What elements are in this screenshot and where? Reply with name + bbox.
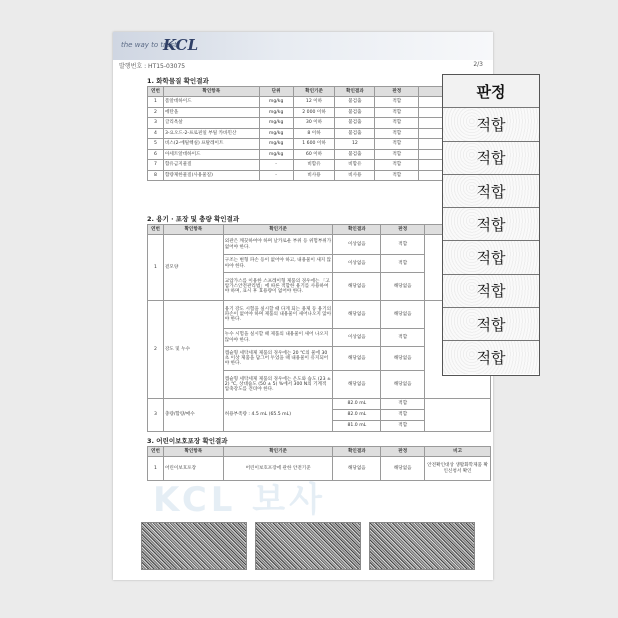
- table-cell: 7: [148, 160, 164, 171]
- table-cell: 81.0 mL: [333, 421, 381, 432]
- callout-verdict: 적합: [443, 142, 539, 175]
- table-cell: 허용부족량 : 4.5 mL (65.5 mL): [223, 399, 333, 432]
- col-header: 확인항목: [163, 87, 259, 97]
- table-cell: 해당없음: [333, 371, 381, 399]
- kcl-logo: KCL: [163, 36, 199, 54]
- table-cell: 2: [148, 301, 164, 399]
- table-cell: 1 600 이하: [293, 139, 335, 150]
- table-cell: 해당없음: [381, 457, 425, 481]
- table-cell: 폼알데하이드: [163, 97, 259, 108]
- table-cell: 어린이보호포장에 관한 안전기준: [223, 457, 333, 481]
- table-cell: [425, 399, 491, 432]
- col-header: 연번: [148, 87, 164, 97]
- callout-header: 판정: [443, 75, 539, 108]
- table-cell: 12: [335, 139, 375, 150]
- table-cell: 에탄올: [163, 107, 259, 118]
- table-cell: 불검출: [335, 118, 375, 129]
- col-header: 단위: [259, 87, 293, 97]
- table-cell: 적합: [375, 97, 419, 108]
- table-cell: 이상없음: [333, 329, 381, 347]
- table-cell: 1: [148, 235, 164, 301]
- table-cell: mg/kg: [259, 118, 293, 129]
- chemical-table: [147, 86, 491, 181]
- col-header: 확인결과: [333, 447, 381, 457]
- table-cell: 충량/함량/매수: [163, 399, 223, 432]
- table-cell: 해당없음: [333, 273, 381, 301]
- table-cell: mg/kg: [259, 97, 293, 108]
- table-cell: 1: [148, 457, 164, 481]
- table-cell: 캡슐형 세탁세제 제품의 경우에는 온도와 습도 (23 ± 2) ℃, 상대습도 (50 ± 5) %에서 300 N의 기계적 압축강도를 견뎌야 한다.: [223, 371, 333, 399]
- table-cell: 적합: [375, 170, 419, 181]
- verdict-callout: [442, 74, 540, 376]
- table-cell: 해당없음: [381, 273, 425, 301]
- table-cell: 구조는 변형 파손 등이 없어야 하고, 내용물이 새지 않아야 한다.: [223, 255, 333, 273]
- table-cell: 함량제한물질(사용물질): [163, 170, 259, 181]
- col-header: 판정: [381, 225, 425, 235]
- table-cell: 82.0 mL: [333, 410, 381, 421]
- table-cell: 적합: [375, 160, 419, 171]
- table-cell: 안전확인대상 생활화학제품 확인신청서 확인: [425, 457, 491, 481]
- table-cell: 해당없음: [333, 347, 381, 371]
- table-cell: 불검출: [335, 97, 375, 108]
- table-cell: 비사용: [335, 170, 375, 181]
- table-cell: 2 000 이하: [293, 107, 335, 118]
- table-cell: 적합: [381, 329, 425, 347]
- table-row: [148, 301, 491, 329]
- section2-title: 2. 용기 · 포장 및 충량 확인결과: [147, 215, 240, 223]
- col-header: 확인기준: [223, 447, 333, 457]
- callout-verdict: 적합: [443, 208, 539, 241]
- table-row: [148, 118, 491, 129]
- callout-verdict: 적합: [443, 175, 539, 208]
- table-cell: 8: [148, 170, 164, 181]
- security-pattern: [369, 522, 475, 570]
- table-cell: 60 이하: [293, 149, 335, 160]
- table-cell: 적합: [375, 128, 419, 139]
- table-cell: 8 이하: [293, 128, 335, 139]
- col-header: 판정: [375, 87, 419, 97]
- table-cell: 아세트알데하이드: [163, 149, 259, 160]
- table-cell: 적합: [381, 410, 425, 421]
- table-cell: -: [259, 160, 293, 171]
- table-cell: 적합: [375, 107, 419, 118]
- col-header: 판정: [381, 447, 425, 457]
- table-cell: 1: [148, 97, 164, 108]
- col-header: 연번: [148, 225, 164, 235]
- table-cell: 3: [148, 399, 164, 432]
- page-number: 2/3: [473, 61, 483, 68]
- table-cell: 12 이하: [293, 97, 335, 108]
- table-cell: 이상없음: [333, 235, 381, 255]
- col-header: 확인결과: [335, 87, 375, 97]
- table-cell: 외관은 깨끗하여야 하며 날카로운 부위 등 위험부위가 없어야 한다.: [223, 235, 333, 255]
- report-header: [113, 32, 493, 60]
- table-cell: 캡슐형 세탁세제 제품의 경우에는 20 ℃의 물에 30초 이상 제품을 담그어 두었을 때 내용물이 유지되어야 한다.: [223, 347, 333, 371]
- col-header: 비고: [425, 447, 491, 457]
- table-cell: -: [259, 170, 293, 181]
- table-row: [148, 97, 491, 108]
- table-cell: 비함유: [335, 160, 375, 171]
- table-cell: 용기 강도 시험을 실시할 때 다게 되는 용제 등 용기의 파손이 없어야 하며 제품의 내용물이 새어나오지 않아야 한다.: [223, 301, 333, 329]
- table-cell: mg/kg: [259, 107, 293, 118]
- table-cell: 해당없음: [333, 457, 381, 481]
- table-cell: 적합: [381, 399, 425, 410]
- table-cell: 불검출: [335, 149, 375, 160]
- table-cell: 적합: [381, 421, 425, 432]
- table-row: [148, 170, 491, 181]
- table-cell: 비스(2-에틸헥실) 프탈레이트: [163, 139, 259, 150]
- section3-title: 3. 어린이보호포장 확인결과: [147, 437, 228, 445]
- table-cell: 3-요오드-2-프로핀일 부틸 카바민산: [163, 128, 259, 139]
- table-cell: 82.0 mL: [333, 399, 381, 410]
- table-cell: 해당없음: [381, 301, 425, 329]
- table-cell: 4: [148, 128, 164, 139]
- section1-title: 1. 화학물질 확인결과: [147, 77, 209, 85]
- callout-verdict: 적합: [443, 308, 539, 341]
- table-cell: 30 이하: [293, 118, 335, 129]
- table-row: [148, 149, 491, 160]
- table-cell: 비함유: [293, 160, 335, 171]
- table-cell: 3: [148, 118, 164, 129]
- table-cell: 비사용: [293, 170, 335, 181]
- table-cell: mg/kg: [259, 128, 293, 139]
- table-row: [148, 128, 491, 139]
- table-cell: mg/kg: [259, 139, 293, 150]
- col-header: 확인항목: [163, 447, 223, 457]
- packaging-table: [147, 224, 491, 432]
- table-cell: 교압가스를 이용한 스프레이형 제품의 경우에는 「고압가스안전관리법」에 따른 적합한 용기를 사용하여야 하며, 표시 후 효용량이 없어야 한다.: [223, 273, 333, 301]
- table-cell: 강도 및 누수: [163, 301, 223, 399]
- col-header: 확인결과: [333, 225, 381, 235]
- table-cell: 2: [148, 107, 164, 118]
- col-header: 확인기준: [223, 225, 333, 235]
- table-row: [148, 399, 491, 410]
- table-cell: 해당없음: [333, 301, 381, 329]
- table-cell: 글리옥살: [163, 118, 259, 129]
- table-row: [148, 107, 491, 118]
- table-cell: 불검출: [335, 128, 375, 139]
- table-cell: 함유금지물질: [163, 160, 259, 171]
- report-number: 발행번호 : HT15-03075: [119, 63, 186, 70]
- callout-verdict: 적합: [443, 108, 539, 141]
- watermark: KCL 보사: [153, 480, 326, 520]
- col-header: 연번: [148, 447, 164, 457]
- header-tagline: the way to trust: [121, 41, 177, 49]
- table-cell: 적합: [375, 139, 419, 150]
- callout-verdict: 적합: [443, 341, 539, 373]
- callout-verdict: 적합: [443, 275, 539, 308]
- table-cell: 겉모양: [163, 235, 223, 301]
- security-pattern: [141, 522, 247, 570]
- report-document: [113, 32, 493, 580]
- security-pattern: [255, 522, 361, 570]
- table-cell: 불검출: [335, 107, 375, 118]
- table-cell: mg/kg: [259, 149, 293, 160]
- col-header: 확인항목: [163, 225, 223, 235]
- col-header: 확인기준: [293, 87, 335, 97]
- table-row: [148, 235, 491, 255]
- table-cell: 이상없음: [333, 255, 381, 273]
- table-cell: 어린이보호포장: [163, 457, 223, 481]
- table-cell: 적합: [375, 118, 419, 129]
- table-cell: 누수 시험을 실시할 때 제품의 내용물이 새어 나오지 않아야 한다.: [223, 329, 333, 347]
- callout-verdict: 적합: [443, 241, 539, 274]
- table-cell: 5: [148, 139, 164, 150]
- table-cell: 해당없음: [381, 347, 425, 371]
- table-cell: 적합: [375, 149, 419, 160]
- table-cell: 해당없음: [381, 371, 425, 399]
- table-cell: 6: [148, 149, 164, 160]
- table-cell: 적합: [381, 235, 425, 255]
- table-row: [148, 160, 491, 171]
- table-row: [148, 139, 491, 150]
- table-cell: 적합: [381, 255, 425, 273]
